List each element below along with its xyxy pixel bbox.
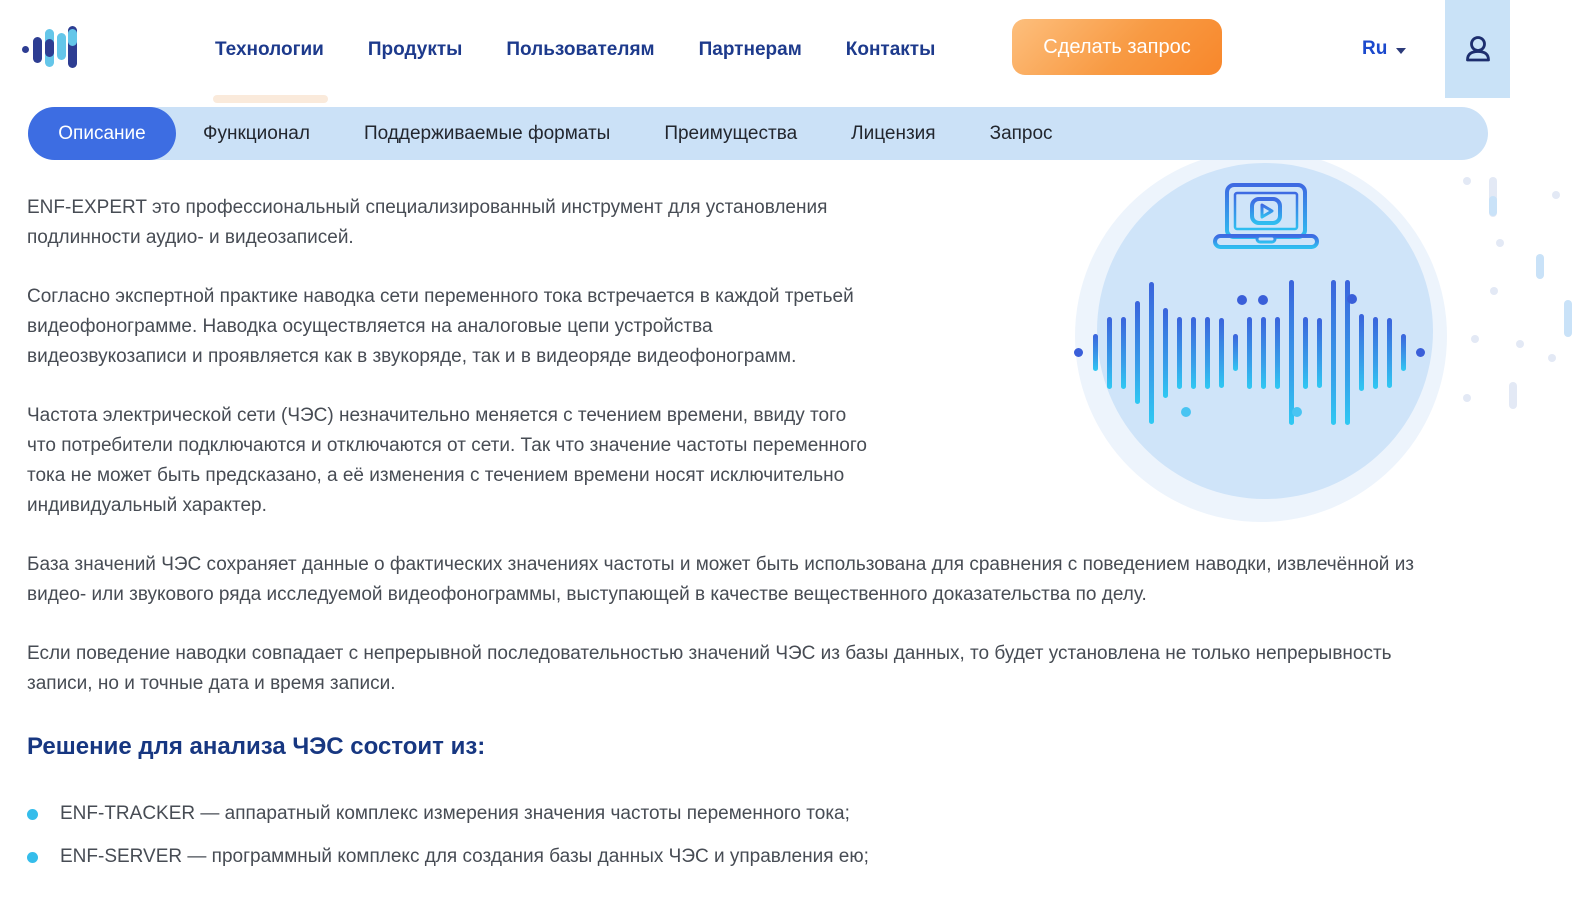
tab-supported-formats[interactable]: Поддерживаемые форматы — [363, 122, 611, 144]
site-logo-icon[interactable] — [22, 26, 82, 74]
paragraph: Согласно экспертной практике наводка сети переменного тока встречается в каждой третьей видеофонограмме. Наводка осуществляется на аналоговые цепи устройства видеозвукозаписи и проявляется как в звукоряде, так и в видеоряде видеофонограмм. — [27, 286, 854, 367]
bullet-icon — [27, 809, 38, 820]
bullet-icon — [27, 852, 38, 863]
logo-bar — [33, 37, 42, 63]
tab-functional[interactable]: Функционал — [203, 122, 310, 144]
nav-item-users[interactable]: Пользователям — [506, 39, 655, 60]
nav-item-partners[interactable]: Партнерам — [698, 39, 802, 60]
nav-item-technologies[interactable]: Технологии — [215, 39, 324, 60]
nav-item-contacts[interactable]: Контакты — [845, 39, 936, 60]
make-request-button[interactable]: Сделать запрос — [1012, 19, 1222, 75]
tab-advantages[interactable]: Преимущества — [664, 122, 798, 144]
account-button[interactable] — [1445, 0, 1510, 98]
section-heading: Решение для анализа ЧЭС состоит из: — [27, 733, 486, 760]
decorative-dot — [1548, 354, 1556, 362]
tab-license[interactable]: Лицензия — [851, 122, 936, 144]
logo-bar — [57, 33, 66, 60]
list-item — [27, 842, 1527, 872]
content-area — [27, 160, 1527, 885]
tab-request[interactable]: Запрос — [989, 122, 1053, 144]
language-label: Ru — [1362, 38, 1388, 59]
paragraph: Если поведение наводки совпадает с непрерывной последовательностью значений ЧЭС из базы данных, то будет установлена не только непрерывность записи, но и точные дата и время записи. — [27, 643, 1392, 694]
logo-bar — [68, 29, 77, 46]
paragraph: База значений ЧЭС сохраняет данные о фактических значениях частоты и может быть использована для сравнения с поведением наводки, извлечённой из видео- или звукового ряда исследуемой видеофонограммы, выступающей в качестве вещественного доказательства по делу. — [27, 554, 1415, 605]
logo-bar — [22, 46, 29, 53]
solution-list — [27, 799, 1527, 872]
paragraph: Частота электрической сети (ЧЭС) незначительно меняется с течением времени, ввиду того что потребители подключаются и отключаются от сети. Так что значение частоты переменного тока не может быть предсказано, а её изменения с течением времени носят исключительно индивидуальный характер. — [27, 405, 867, 516]
user-icon — [1462, 33, 1494, 65]
nav-item-products[interactable]: Продукты — [367, 39, 463, 60]
list-item — [27, 799, 1527, 829]
decorative-dot — [1552, 191, 1560, 199]
decorative-pill — [1564, 300, 1572, 337]
language-selector[interactable] — [1362, 35, 1406, 63]
list-item-text: ENF-TRACKER — аппаратный комплекс измерения значения частоты переменного тока; — [60, 803, 850, 824]
decorative-pill — [1536, 254, 1544, 279]
logo-bar — [45, 39, 54, 57]
chevron-down-icon — [1396, 48, 1406, 54]
list-item-text: ENF-SERVER — программный комплекс для создания базы данных ЧЭС и управления ею; — [60, 846, 869, 867]
paragraph: ENF-EXPERT это профессиональный специализированный инструмент для установления подлинности аудио- и видеозаписей. — [27, 197, 828, 248]
tab-description[interactable]: Описание — [28, 107, 176, 160]
header — [0, 0, 1575, 100]
tab-bar — [28, 107, 1488, 160]
main-nav — [215, 0, 935, 100]
active-nav-indicator — [213, 95, 328, 103]
